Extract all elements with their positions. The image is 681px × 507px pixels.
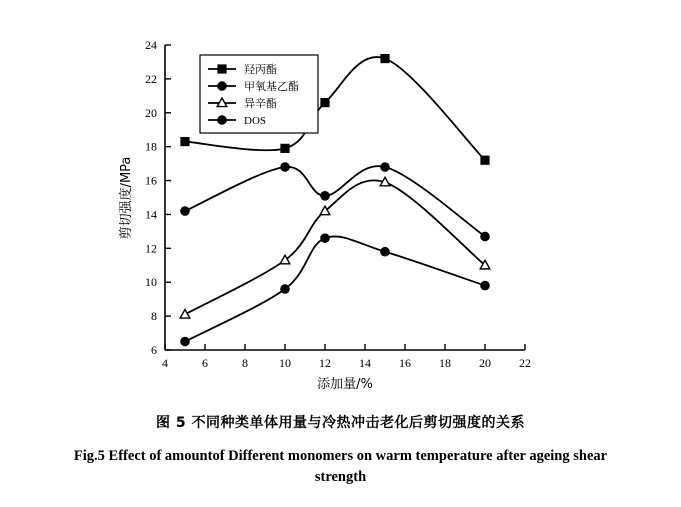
data-point-marker [180, 309, 190, 318]
figure-caption [0, 400, 681, 488]
y-axis-title: 剪切强度/MPa [119, 156, 134, 240]
data-point-marker [281, 285, 289, 293]
legend-sample-marker [218, 82, 226, 90]
data-point-marker [181, 207, 189, 215]
data-point-marker [381, 248, 389, 256]
data-point-marker [181, 337, 189, 345]
data-point-marker [321, 99, 329, 107]
caption-chinese: 图 5 不同种类单体用量与冷热冲击老化后剪切强度的关系 [156, 415, 525, 431]
y-tick-label: 24 [145, 38, 157, 52]
x-tick-label: 18 [439, 356, 451, 370]
data-point-marker [181, 138, 189, 146]
y-tick-label: 16 [145, 173, 157, 188]
x-tick-label: 10 [279, 356, 291, 370]
x-tick-label: 14 [359, 356, 371, 370]
y-axis-ticks [145, 38, 171, 357]
y-tick-label: 6 [151, 343, 157, 357]
legend-sample-marker [218, 116, 226, 124]
data-point-marker [481, 281, 489, 289]
series-line [185, 236, 485, 341]
y-tick-label: 14 [145, 207, 157, 222]
caption-english: Fig.5 Effect of amountof Different monomers on warm temperature after ageing shear strength [73, 448, 608, 486]
x-tick-label: 12 [319, 356, 331, 370]
data-point-marker [381, 55, 389, 63]
data-point-marker [281, 144, 289, 152]
y-tick-label: 8 [151, 309, 157, 324]
x-tick-label: 22 [519, 356, 531, 370]
data-point-marker [321, 234, 329, 242]
legend-item-label: 异辛酯 [244, 97, 277, 110]
y-tick-label: 18 [145, 139, 157, 154]
x-tick-label: 20 [479, 356, 491, 370]
x-tick-label: 4 [162, 356, 168, 370]
y-tick-label: 12 [145, 241, 157, 256]
legend-sample-marker [218, 65, 226, 73]
y-tick-label: 20 [145, 105, 157, 120]
y-tick-label: 10 [145, 275, 157, 290]
data-point-marker [321, 192, 329, 200]
x-axis-ticks [162, 344, 531, 370]
legend-item-label: 甲氧基乙酯 [244, 80, 299, 93]
data-point-marker [281, 163, 289, 171]
x-axis-title: 添加量/% [317, 377, 373, 392]
chart-legend [200, 55, 318, 133]
x-tick-label: 6 [202, 356, 208, 370]
x-tick-label: 16 [399, 356, 411, 370]
legend-item-label: DOS [244, 115, 267, 127]
data-point-marker [481, 232, 489, 240]
y-tick-label: 22 [145, 71, 157, 86]
x-tick-label: 8 [242, 356, 248, 370]
legend-item-label: 羟丙酯 [244, 63, 277, 76]
data-point-marker [481, 156, 489, 164]
data-point-marker [381, 163, 389, 171]
series-4 [181, 234, 489, 346]
series-3 [180, 177, 490, 318]
